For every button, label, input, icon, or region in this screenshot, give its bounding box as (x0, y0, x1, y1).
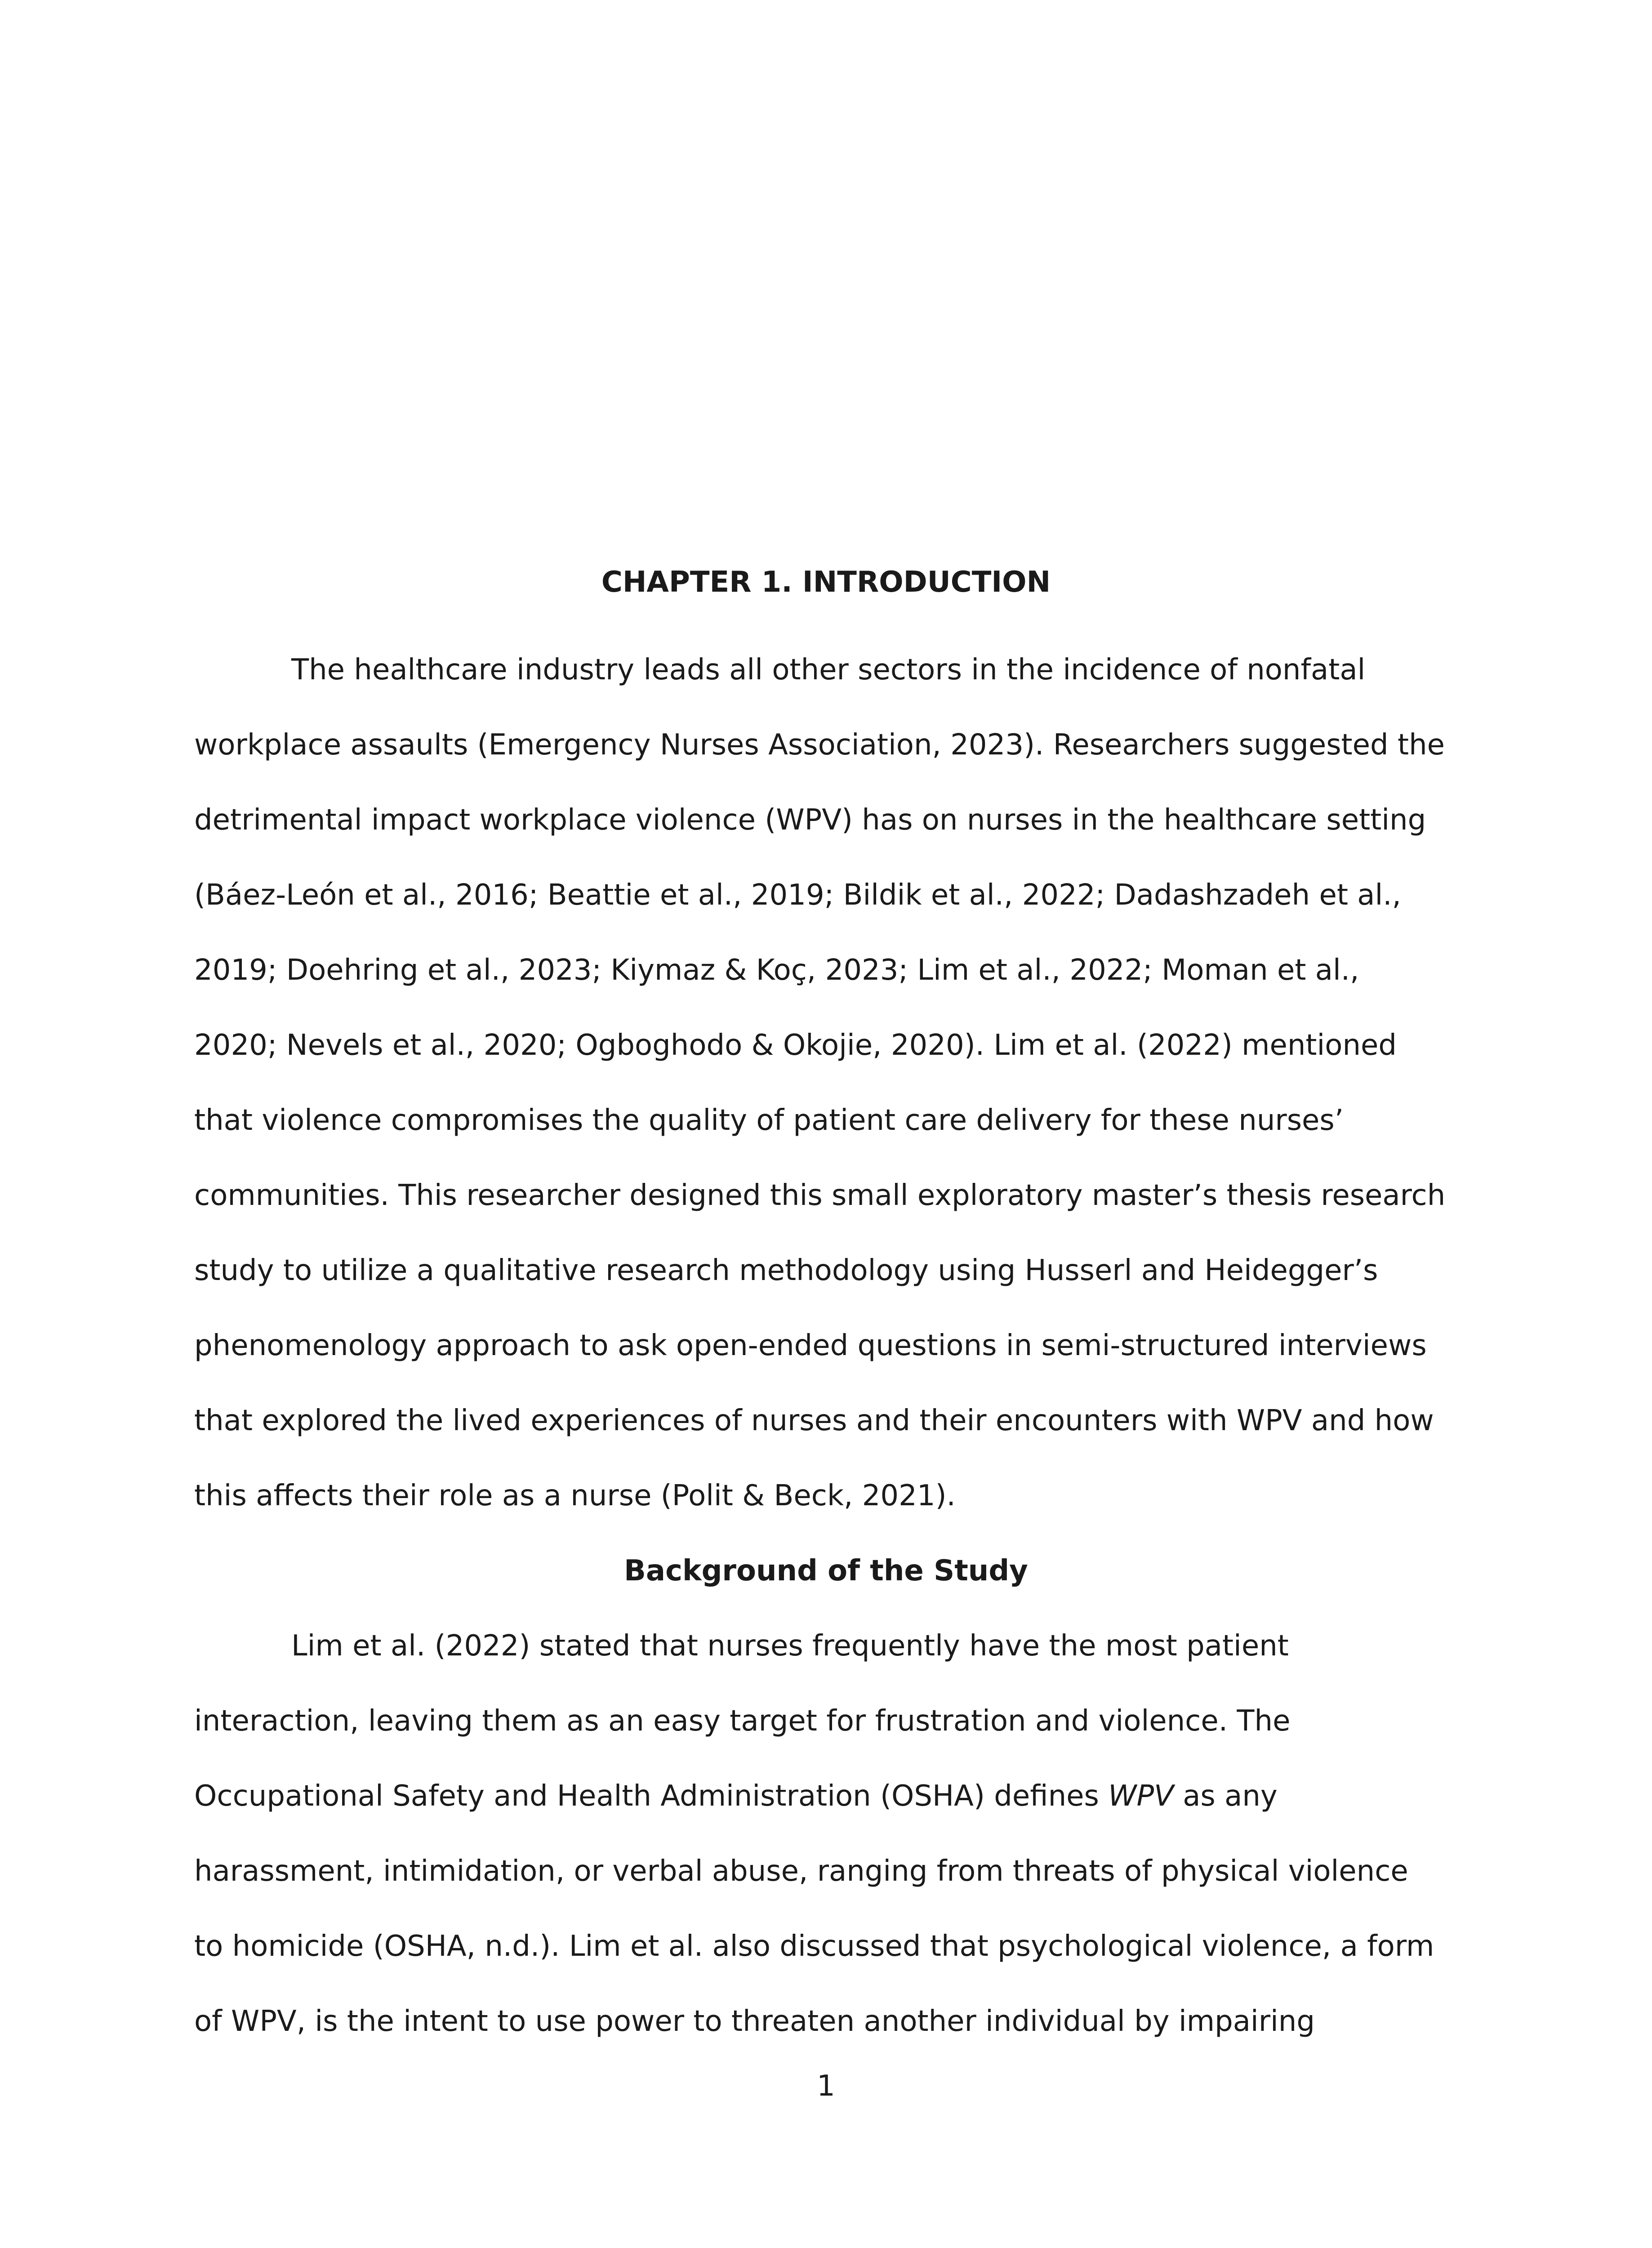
paragraph-line: this affects their role as a nurse (Polit & Beck, 2021). (194, 1479, 956, 1512)
paragraph-line: interaction, leaving them as an easy target for frustration and violence. The (194, 1704, 1291, 1738)
paragraph-line: Lim et al. (2022) stated that nurses frequently have the most patient (291, 1629, 1289, 1663)
paragraph-line: 2020; Nevels et al., 2020; Ogboghodo & Okojie, 2020). Lim et al. (2022) mentioned (194, 1029, 1397, 1062)
paragraph-line: of WPV, is the intent to use power to threaten another individual by impairing (194, 2005, 1315, 2038)
paragraph-line: workplace assaults (Emergency Nurses Association, 2023). Researchers suggested the (194, 728, 1445, 762)
chapter-title: CHAPTER 1. INTRODUCTION (601, 566, 1051, 599)
paragraph-line: 2019; Doehring et al., 2023; Kiymaz & Koç, 2023; Lim et al., 2022; Moman et al., (194, 954, 1359, 987)
paragraph-line (194, 1778, 1278, 1814)
page-number: 1 (817, 2070, 835, 2103)
paragraph-line: that explored the lived experiences of nurses and their encounters with WPV and how (194, 1404, 1434, 1437)
italic-term: WPV (1108, 1780, 1174, 1813)
paragraph-line: (Báez-León et al., 2016; Beattie et al., 2019; Bildik et al., 2022; Dadashzadeh et al., (194, 879, 1401, 912)
paragraph-line: communities. This researcher designed this small exploratory master’s thesis research (194, 1179, 1446, 1212)
line-text: Occupational Safety and Health Administration (OSHA) defines (194, 1780, 1099, 1813)
paragraph-line: The healthcare industry leads all other sectors in the incidence of nonfatal (291, 653, 1366, 687)
paragraph-line: that violence compromises the quality of patient care delivery for these nurses’ (194, 1104, 1344, 1137)
paragraph-line: detrimental impact workplace violence (WPV) has on nurses in the healthcare setting (194, 803, 1426, 837)
section-heading: Background of the Study (624, 1554, 1028, 1588)
paragraph-line: study to utilize a qualitative research methodology using Husserl and Heidegger’s (194, 1254, 1378, 1287)
line-text: as any (1183, 1780, 1278, 1813)
paragraph-line: harassment, intimidation, or verbal abuse, ranging from threats of physical violence (194, 1855, 1408, 1888)
paragraph-line: to homicide (OSHA, n.d.). Lim et al. also discussed that psychological violence, a form (194, 1930, 1434, 1963)
paragraph-line: phenomenology approach to ask open-ended questions in semi-structured interviews (194, 1329, 1427, 1362)
